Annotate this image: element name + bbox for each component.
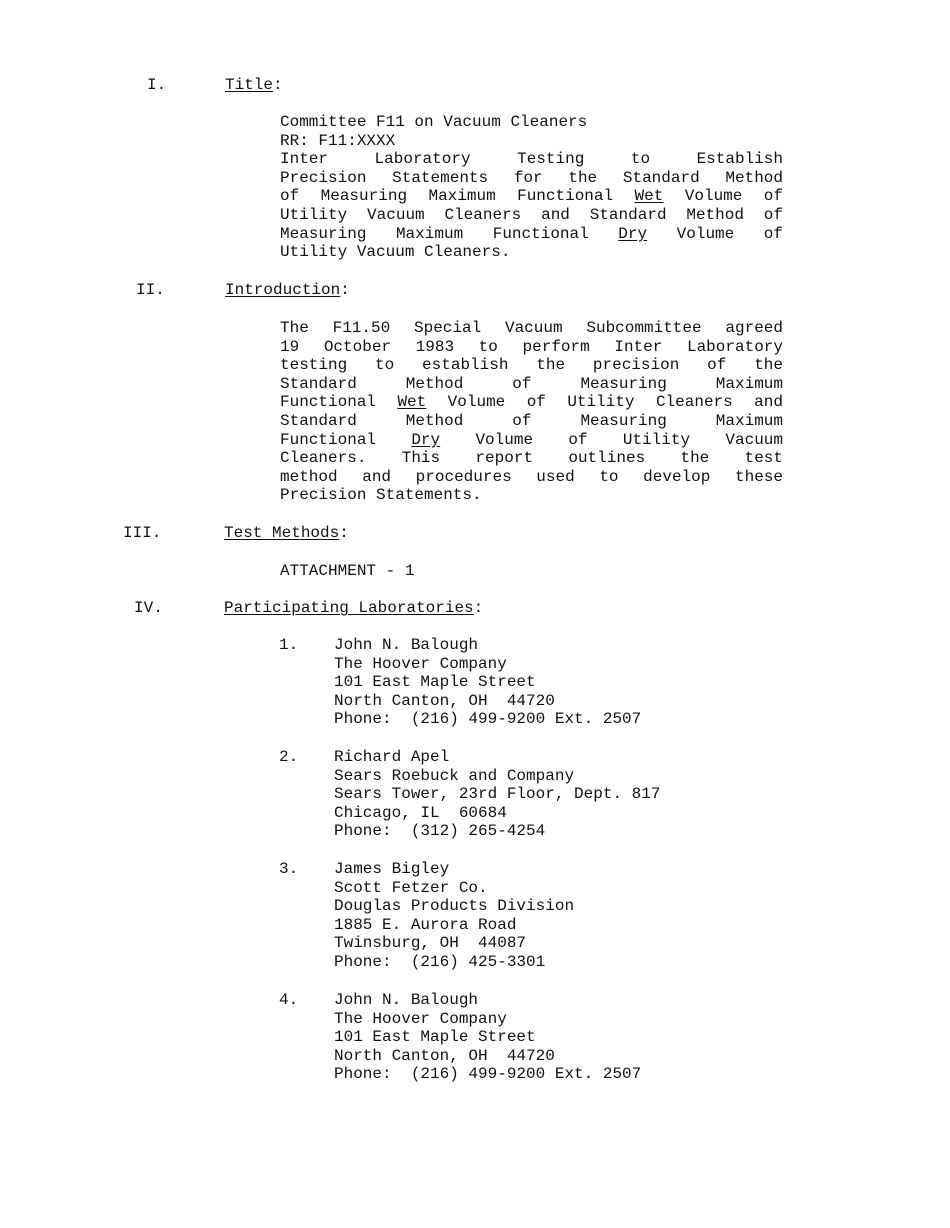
lab-2-address xyxy=(334,748,660,841)
lab-4-number: 4. xyxy=(279,991,299,1009)
lab-company: Sears Roebuck and Company xyxy=(334,766,575,785)
section-3-numeral: III. xyxy=(123,524,162,542)
section-2-heading-colon: : xyxy=(340,281,350,299)
lab-3-number: 3. xyxy=(279,860,299,878)
title-line: Precision Statements for the Standard Method xyxy=(280,168,783,187)
lab-company: The Hoover Company xyxy=(334,654,507,673)
title-line: Measuring Maximum Functional Dry Volume of xyxy=(280,224,783,243)
intro-line: method and procedures used to develop these xyxy=(280,467,783,486)
lab-2-number: 2. xyxy=(279,748,299,766)
lab-contact-name: John N. Balough xyxy=(334,636,479,654)
lab-3-address xyxy=(334,860,574,972)
intro-line: Functional Dry Volume of Utility Vacuum xyxy=(280,430,783,449)
lab-city: Chicago, IL 60684 xyxy=(334,803,507,822)
lab-company: Scott Fetzer Co. xyxy=(334,878,488,897)
intro-line: Standard Method of Measuring Maximum xyxy=(280,374,783,393)
lab-1-address xyxy=(334,636,641,729)
section-1-heading-text: Title xyxy=(225,76,274,94)
title-line: of Measuring Maximum Functional Wet Volume of xyxy=(280,187,783,206)
section-2-heading xyxy=(225,281,350,300)
attachment-reference: ATTACHMENT - 1 xyxy=(280,562,415,580)
title-line: Utility Vacuum Cleaners. xyxy=(280,243,511,262)
lab-city: North Canton, OH 44720 xyxy=(334,691,555,710)
lab-contact-name: Richard Apel xyxy=(334,748,450,766)
title-line: Utility Vacuum Cleaners and Standard Method of xyxy=(280,205,783,224)
intro-line: 19 October 1983 to perform Inter Laboratory xyxy=(280,337,783,356)
lab-street: 101 East Maple Street xyxy=(334,673,536,692)
section-1-heading xyxy=(225,76,283,95)
lab-street: 101 East Maple Street xyxy=(334,1028,536,1047)
section-4-heading-text: Participating Laboratories xyxy=(224,599,474,617)
title-line: RR: F11:XXXX xyxy=(280,131,396,150)
section-4-heading-colon: : xyxy=(473,599,484,617)
lab-4-address xyxy=(334,991,641,1084)
section-1-numeral: I. xyxy=(147,76,167,94)
intro-line: testing to establish the precision of the xyxy=(280,356,783,375)
section-3-heading-text: Test Methods xyxy=(224,524,340,542)
lab-1-number: 1. xyxy=(279,636,299,654)
section-4-numeral: IV. xyxy=(134,599,163,617)
intro-line: Cleaners. This report outlines the test xyxy=(280,449,783,468)
lab-phone: Phone: (312) 265-4254 xyxy=(334,822,546,841)
intro-line: Standard Method of Measuring Maximum xyxy=(280,411,783,430)
lab-company: The Hoover Company xyxy=(334,1009,507,1028)
title-line: Committee F11 on Vacuum Cleaners xyxy=(280,113,588,131)
lab-city: North Canton, OH 44720 xyxy=(334,1046,555,1065)
section-4-heading xyxy=(224,599,483,618)
lab-phone: Phone: (216) 499-9200 Ext. 2507 xyxy=(334,1065,642,1084)
intro-line: Precision Statements. xyxy=(280,486,482,505)
lab-contact-name: John N. Balough xyxy=(334,991,479,1009)
title-paragraph xyxy=(280,113,783,262)
title-line: Inter Laboratory Testing to Establish xyxy=(280,150,783,169)
intro-line: Functional Wet Volume of Utility Cleaners and xyxy=(280,393,783,412)
lab-phone: Phone: (216) 425-3301 xyxy=(334,952,546,971)
section-2-heading-text: Introduction xyxy=(225,281,341,299)
lab-contact-name: James Bigley xyxy=(334,860,450,878)
section-3-heading-colon: : xyxy=(339,524,349,542)
lab-city: Twinsburg, OH 44087 xyxy=(334,934,527,953)
lab-division: Douglas Products Division xyxy=(334,897,575,916)
lab-street: 1885 E. Aurora Road xyxy=(334,915,517,934)
intro-line: The F11.50 Special Vacuum Subcommittee agreed xyxy=(280,319,783,337)
lab-phone: Phone: (216) 499-9200 Ext. 2507 xyxy=(334,710,642,729)
introduction-paragraph xyxy=(280,319,783,505)
section-3-heading xyxy=(224,524,349,543)
section-2-numeral: II. xyxy=(136,281,165,299)
section-1-heading-colon: : xyxy=(273,76,283,94)
lab-street: Sears Tower, 23rd Floor, Dept. 817 xyxy=(334,785,661,804)
